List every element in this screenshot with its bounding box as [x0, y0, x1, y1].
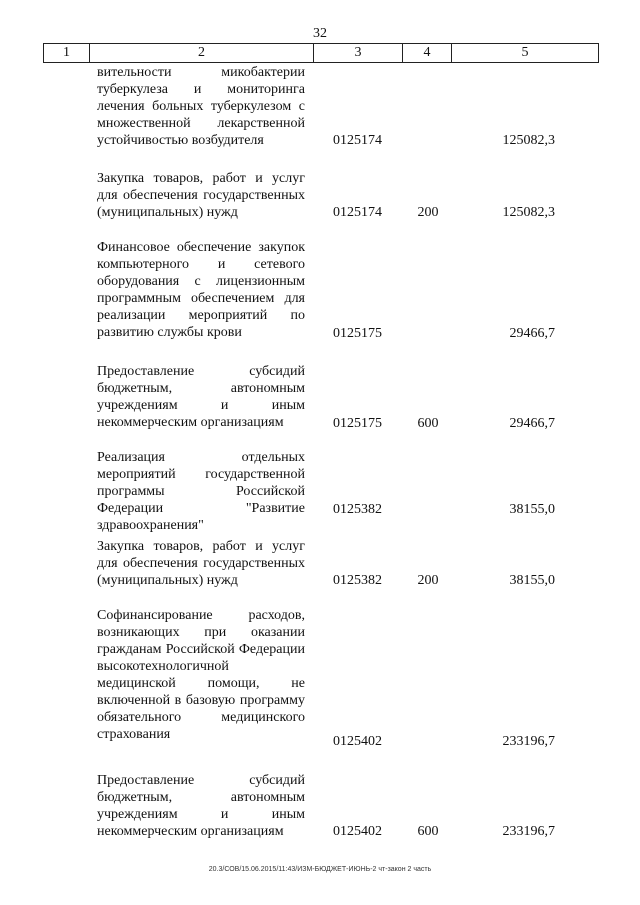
row-description: Реализация отдельных мероприятий государственной программы Российской Федерации "Развитие здравоохранения": [97, 450, 305, 533]
row-amount: 233196,7: [502, 734, 555, 749]
row-amount: 29466,7: [509, 416, 555, 431]
row-expense-type: 200: [417, 205, 439, 220]
row-expense-type: 200: [417, 573, 439, 588]
row-code: 0125382: [333, 502, 382, 517]
row-amount: 29466,7: [509, 326, 555, 341]
document-footer: 20.3/СОВ/15.06.2015/11:43/ИЗМ-БЮДЖЕТ-ИЮНЬ-2 чт-закон 2 часть: [208, 866, 432, 873]
row-description: Предоставление субсидий бюджетным, автономным учреждениям и иным некоммерческим организациям: [97, 773, 305, 839]
row-description: Предоставление субсидий бюджетным, автономным учреждениям и иным некоммерческим организациям: [97, 364, 305, 430]
row-expense-type: 600: [417, 824, 439, 839]
header-col-2: 2: [90, 43, 314, 63]
row-amount: 38155,0: [509, 502, 555, 517]
row-code: 0125174: [333, 133, 382, 148]
header-col-4: 4: [403, 43, 452, 63]
row-amount: 233196,7: [502, 824, 555, 839]
row-code: 0125175: [333, 326, 382, 341]
row-code: 0125175: [333, 416, 382, 431]
row-description: Закупка товаров, работ и услуг для обеспечения государственных (муниципальных) нужд: [97, 171, 305, 220]
header-col-5: 5: [452, 43, 599, 63]
row-description: Софинансирование расходов, возникающих при оказании гражданам Российской Федерации высокотехнологичной медицинской помощи, не включенной в базовую программу обязательного медицинского страхования: [97, 608, 305, 742]
row-code: 0125402: [333, 734, 382, 749]
row-description: Закупка товаров, работ и услуг для обеспечения государственных (муниципальных) нужд: [97, 539, 305, 588]
row-expense-type: 600: [417, 416, 439, 431]
row-amount: 125082,3: [502, 133, 555, 148]
row-amount: 125082,3: [502, 205, 555, 220]
row-code: 0125174: [333, 205, 382, 220]
header-col-1: 1: [43, 43, 90, 63]
page-number: 32: [313, 26, 327, 41]
row-amount: 38155,0: [509, 573, 555, 588]
row-code: 0125402: [333, 824, 382, 839]
header-col-3: 3: [314, 43, 403, 63]
row-description: Финансовое обеспечение закупок компьютерного и сетевого оборудования с лицензионным программным обеспечением для реализации мероприятий по развитию службы крови: [97, 240, 305, 340]
row-code: 0125382: [333, 573, 382, 588]
row-description: вительности микобактерии туберкулеза и мониторинга лечения больных туберкулезом с множественной лекарственной устойчивостью возбудителя: [97, 65, 305, 148]
